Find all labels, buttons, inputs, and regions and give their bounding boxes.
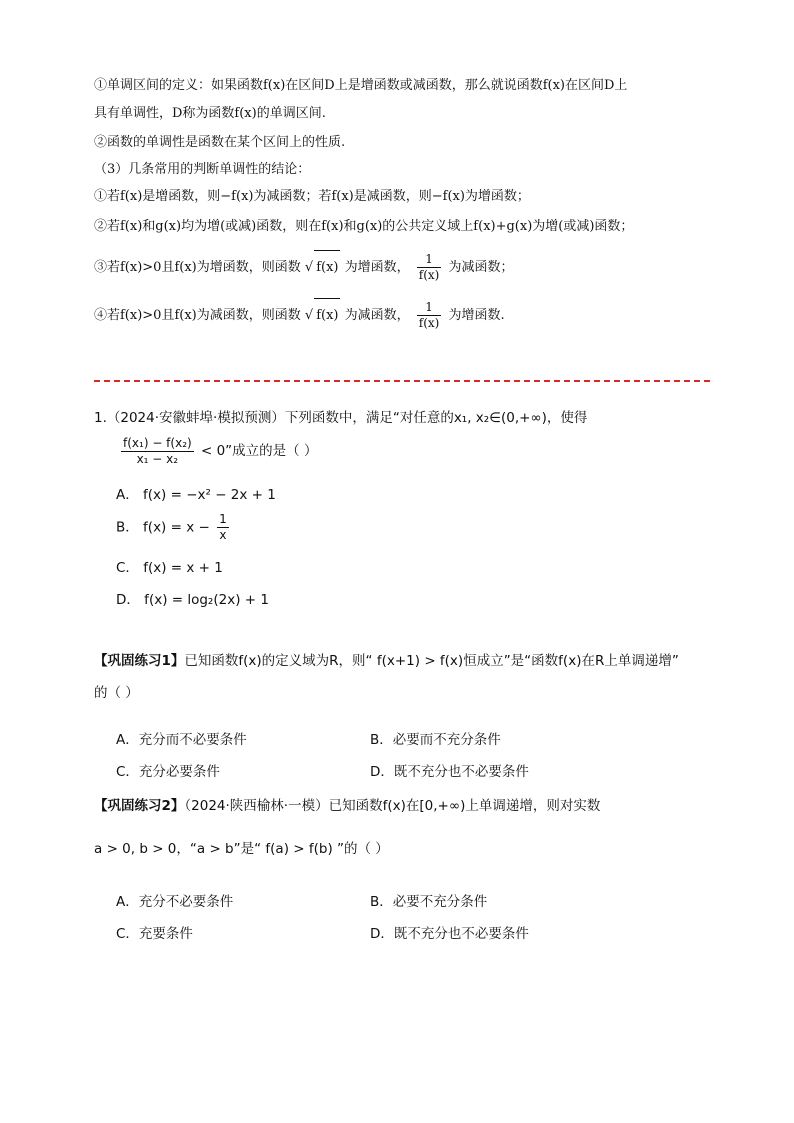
rule-4-num: 1 bbox=[417, 300, 442, 316]
practice-1-stem bbox=[94, 652, 679, 670]
practice-1-option-d[interactable]: D．既不充分也不必要条件 bbox=[370, 764, 529, 780]
theory-p3: （3）几条常用的判断单调性的结论： bbox=[94, 162, 311, 177]
practice-2-option-a[interactable]: A．充分不必要条件 bbox=[116, 894, 234, 910]
rule-3-sqrt: f(x) bbox=[314, 250, 340, 285]
q1-option-b-den: x bbox=[219, 528, 227, 542]
q1-option-c[interactable]: C． f(x) = x + 1 bbox=[116, 560, 223, 576]
q1-condition bbox=[118, 434, 317, 468]
practice-2-option-c[interactable]: C．充要条件 bbox=[116, 926, 193, 942]
rule-1: ①若f(x)是增函数，则−f(x)为减函数；若f(x)是减函数，则−f(x)为增函数； bbox=[94, 189, 530, 204]
practice-2-option-b[interactable]: B．必要不充分条件 bbox=[370, 894, 488, 910]
q1-option-b-pre: B． f(x) = x − bbox=[116, 519, 210, 536]
rule-3-fraction bbox=[417, 252, 442, 283]
rule-4-pre: ④若f(x)>0且f(x)为减函数，则函数 bbox=[94, 308, 301, 323]
rule-4-den: f(x) bbox=[418, 316, 440, 330]
q1-option-d[interactable]: D． f(x) = log₂(2x) + 1 bbox=[116, 592, 269, 608]
q1-option-b[interactable] bbox=[116, 512, 232, 543]
q1-fraction bbox=[121, 436, 194, 467]
rule-4: ④若f(x)>0且f(x)为减函数，则函数 √ f(x) 为减函数， $\frac{1}{f(x)}$ 为增函数. bbox=[94, 298, 505, 333]
q1-option-b-fraction bbox=[217, 512, 229, 543]
theory-p1a: ①单调区间的定义：如果函数f(x)在区间D上是增函数或减函数，那么就说函数f(x)在区间D上 bbox=[94, 78, 628, 93]
practice-1-option-a[interactable]: A．充分而不必要条件 bbox=[116, 732, 247, 748]
section-divider bbox=[94, 380, 710, 382]
practice-2-label: 【巩固练习2】 bbox=[94, 798, 185, 814]
practice-1-stem-2: 的（ ） bbox=[94, 685, 139, 701]
practice-1-text: 已知函数f(x)的定义域为R，则“ f(x+1) > f(x)恒成立”是“函数f(x)在R上单调递增” bbox=[184, 653, 679, 669]
theory-p1b: 具有单调性，D称为函数f(x)的单调区间. bbox=[94, 106, 326, 121]
rule-4-mid: 为减函数， bbox=[344, 308, 410, 323]
theory-p2: ②函数的单调性是函数在某个区间上的性质. bbox=[94, 135, 346, 150]
rule-4-post: 为增函数. bbox=[448, 308, 505, 323]
q1-stem: 1.（2024·安徽蚌埠·模拟预测）下列函数中，满足“对任意的x₁, x₂∈(0,+∞)，使得 bbox=[94, 410, 588, 426]
q1-option-a[interactable]: A． f(x) = −x² − 2x + 1 bbox=[116, 487, 276, 503]
practice-1-option-c[interactable]: C．充分必要条件 bbox=[116, 764, 220, 780]
practice-2-stem bbox=[94, 797, 600, 815]
practice-2-stem-2: a > 0, b > 0，“a > b”是“ f(a) > f(b) ”的（ ） bbox=[94, 841, 389, 857]
practice-1-label: 【巩固练习1】 bbox=[94, 653, 185, 669]
q1-frac-den: x₁ − x₂ bbox=[136, 451, 179, 466]
rule-3-num: 1 bbox=[417, 252, 442, 268]
rule-3: ③若f(x)>0且f(x)为增函数，则函数 √ f(x) 为增函数， $\frac{1}{f(x)}$ 为减函数； bbox=[94, 250, 514, 285]
rule-3-pre: ③若f(x)>0且f(x)为增函数，则函数 bbox=[94, 260, 301, 275]
practice-1-option-b[interactable]: B．必要而不充分条件 bbox=[370, 732, 501, 748]
q1-option-b-num: 1 bbox=[219, 512, 227, 526]
practice-2-option-d[interactable]: D．既不充分也不必要条件 bbox=[370, 926, 529, 942]
rule-3-mid: 为增函数， bbox=[344, 260, 410, 275]
rule-4-fraction bbox=[417, 300, 442, 331]
rule-3-den: f(x) bbox=[418, 268, 440, 282]
practice-2-text: （2024·陕西榆林·一模）已知函数f(x)在[0,+∞)上单调递增，则对实数 bbox=[184, 798, 601, 814]
rule-2: ②若f(x)和g(x)均为增(或减)函数，则在f(x)和g(x)的公共定义域上f(x)+g(x)为增(或减)函数； bbox=[94, 219, 634, 234]
q1-frac-num: f(x₁) − f(x₂) bbox=[123, 435, 192, 450]
rule-4-sqrt: f(x) bbox=[314, 298, 340, 333]
q1-stem-end: < 0”成立的是（ ） bbox=[200, 443, 318, 459]
rule-3-post: 为减函数； bbox=[448, 260, 514, 275]
